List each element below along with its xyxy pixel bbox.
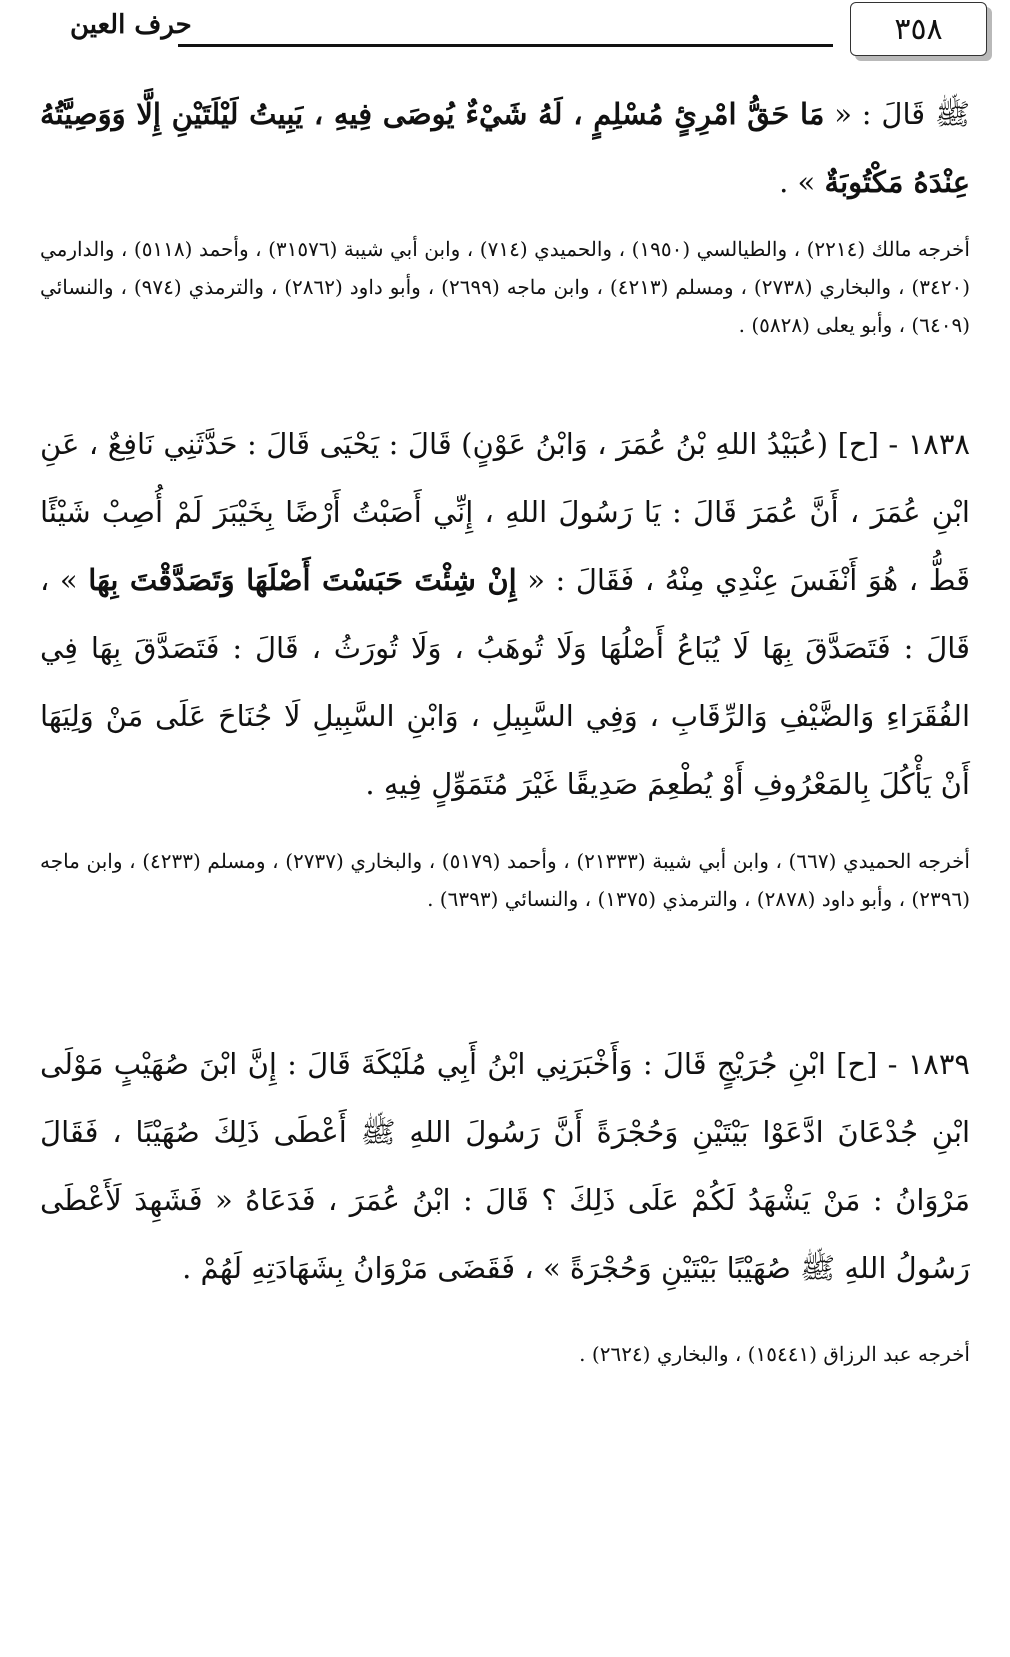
- page-number: ٣٥٨: [850, 2, 987, 56]
- hadith-continuation: [40, 80, 970, 216]
- takhrij-note-1: أخرجه مالك (٢٢١٤) ، والطيالسي (١٩٥٠) ، والحميدي (٧١٤) ، وابن أبي شيبة (٣١٥٧٦) ، وأحمد (٥١١٨) ، والدارمي (٣٤٢٠) ، والبخاري (٢٧٣٨) ، ومسلم (٤٢١٣) ، وابن ماجه (٢٦٩٩) ، وأبو داود (٢٨٦٢) ، والترمذي (٩٧٤) ، والنسائي (٦٤٠٩) ، وأبو يعلى (٥٨٢٨) .: [40, 237, 971, 337]
- takhrij-note-2: أخرجه الحميدي (٦٦٧) ، وابن أبي شيبة (٢١٣٣٣) ، وأحمد (٥١٧٩) ، والبخاري (٢٧٣٧) ، ومسلم (٤٢٣٣) ، وابن ماجه (٢٣٩٦) ، وأبو داود (٢٨٧٨) ، والترمذي (١٣٧٥) ، والنسائي (٦٣٩٣) .: [40, 849, 970, 911]
- intro-quote: مَا حَقُّ امْرِئٍ مُسْلِمٍ ، لَهُ شَيْءٌ يُوصَى فِيهِ ، يَبِيتُ لَيْلَتَيْنِ إِلَّا وَوَصِيَّتُهُ عِنْدَهُ مَكْتُوبَةٌ: [40, 97, 970, 199]
- page-header: [30, 0, 980, 70]
- hadith-1839: ١٨٣٩ - [ح] ابْنِ جُرَيْجٍ قَالَ : وَأَخْبَرَنِي ابْنُ أَبِي مُلَيْكَةَ قَالَ : إِنَّ ابْنَ صُهَيْبٍ مَوْلَى ابْنِ جُدْعَانَ ادَّعَوْا بَيْتَيْنِ وَحُجْرَةً أَنَّ رَسُولَ اللهِ ﷺ أَعْطَى ذَلِكَ صُهَيْبًا ، فَقَالَ مَرْوَانُ : مَنْ يَشْهَدُ لَكُمْ عَلَى ذَلِكَ ؟ قَالَ : ابْنُ عُمَرَ ، فَدَعَاهُ « فَشَهِدَ لَأَعْطَى رَسُولُ اللهِ ﷺ صُهَيْبًا بَيْتَيْنِ وَحُجْرَةً » ، فَقَضَى مَرْوَانُ بِشَهَادَتِهِ لَهُمْ .: [40, 1047, 970, 1285]
- hadith-1838-text-a: ١٨٣٨ - [ح] (عُبَيْدُ اللهِ بْنُ عُمَرَ ، وَابْنُ عَوْنٍ) قَالَ : يَحْيَى قَالَ : حَدَّثَنِي نَافِعٌ ، عَنِ ابْنِ عُمَرَ ، أَنَّ عُمَرَ قَالَ : يَا رَسُولَ اللهِ ، إِنِّي أَصَبْتُ أَرْضًا بِخَيْبَرَ لَمْ أُصِبْ شَيْئًا قَطُّ ، هُوَ أَنْفَسَ عِنْدِي مِنْهُ ، فَقَالَ : «: [40, 427, 970, 597]
- intro-text-a: ﷺ قَالَ : «: [824, 97, 970, 131]
- hadith-1838-text-b: » ، قَالَ : فَتَصَدَّقَ بِهَا لَا يُبَاعُ أَصْلُهَا وَلَا تُوهَبُ ، وَلَا تُورَثُ ، قَالَ : فَتَصَدَّقَ بِهَا فِي الفُقَرَاءِ وَالضَّيْفِ وَالرِّقَابِ ، وَفِي السَّبِيلِ ، وَابْنِ السَّبِيلِ لَا جُنَاحَ عَلَى مَنْ وَلِيَهَا أَنْ يَأْكُلَ بِالمَعْرُوفِ أَوْ يُطْعِمَ صَدِيقًا غَيْرَ مُتَمَوِّلٍ فِيهِ .: [40, 563, 970, 801]
- intro-text-b: » .: [779, 165, 825, 199]
- header-rule: [178, 44, 833, 47]
- running-title: حرف العين: [70, 10, 192, 40]
- hadith-1838-quote: إِنْ شِئْتَ حَبَسْتَ أَصْلَهَا وَتَصَدَّقْتَ بِهَا: [88, 563, 517, 597]
- hadith-1838: [40, 410, 970, 818]
- takhrij-note-3: أخرجه عبد الرزاق (١٥٤٤١) ، والبخاري (٢٦٢٤) .: [579, 1342, 970, 1366]
